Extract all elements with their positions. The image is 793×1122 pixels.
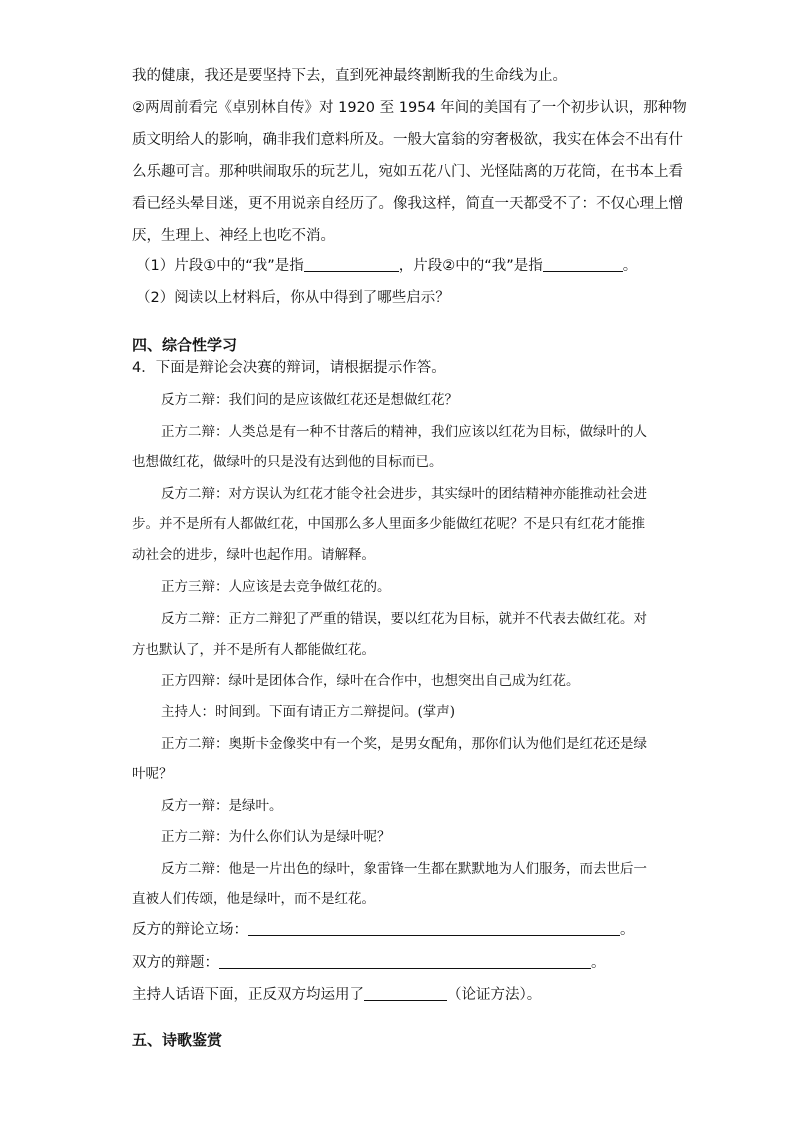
fill-in-method: 主持人话语下面，正反双方均运用了 （论证方法）。 (132, 987, 542, 1003)
debate-line: 主持人：时间到。下面有请正方二辩提问。(掌声) (161, 704, 456, 720)
fill-in-stance: 反方的辩论立场： 。 (132, 922, 635, 938)
debate-line: 正方四辩：绿叶是团体合作，绿叶在合作中，也想突出自己成为红花。 (161, 673, 580, 689)
question-4: 4．下面是辩论会决赛的辩词，请根据提示作答。 (132, 360, 446, 376)
answer-blank-topic[interactable] (219, 954, 591, 969)
passage-line: 质文明给人的影响，确非我们意料所及。一般大富翁的穷奢极欲，我实在体会不出有什 (132, 132, 683, 148)
debate-line: 反方二辩：正方二辩犯了严重的错误，要以红花为目标，就并不代表去做红花。对 (161, 611, 647, 627)
passage-line: 厌，生理上、神经上也吃不消。 (132, 228, 335, 244)
section-heading: 四、综合性学习 (132, 336, 238, 354)
answer-blank-1[interactable] (304, 257, 399, 272)
passage-line: 看已经头晕目迷，更不用说亲自经历了。像我这样，简直一天都受不了：不仅心理上憎 (132, 196, 683, 212)
passage-line: 我的健康，我还是要坚持下去，直到死神最终割断我的生命线为止。 (132, 68, 567, 84)
passage-line: ②两周前看完《卓别林自传》对 1920 至 1954 年间的美国有了一个初步认识，那种物 (132, 100, 687, 116)
debate-line: 反方二辩：对方误认为红花才能令社会进步，其实绿叶的团结精神亦能推动社会进 (161, 486, 647, 502)
section-heading: 五、诗歌鉴赏 (132, 1031, 223, 1049)
debate-line: 反方二辩：我们问的是应该做红花还是想做红花？ (161, 392, 458, 408)
debate-line: 动社会的进步，绿叶也起作用。请解释。 (132, 547, 375, 563)
question-2: （2）阅读以上材料后，你从中得到了哪些启示？ (136, 290, 450, 306)
answer-blank-stance[interactable] (248, 921, 620, 936)
question-1: （1）片段①中的“我”是指 ，片段②中的“我”是指 。 (136, 258, 638, 274)
debate-line: 方也默认了，并不是所有人都能做红花。 (132, 642, 375, 658)
answer-blank-2[interactable] (543, 257, 623, 272)
debate-line: 反方一辩：是绿叶。 (161, 798, 283, 814)
fill-in-topic: 双方的辩题： 。 (132, 955, 606, 971)
debate-line: 直被人们传颂，他是绿叶，而不是红花。 (132, 891, 375, 907)
debate-line: 反方二辩：他是一片出色的绿叶，象雷锋一生都在默默地为人们服务，而去世后一 (161, 861, 647, 877)
debate-line: 正方三辩：人应该是去竞争做红花的。 (161, 579, 391, 595)
debate-line: 叶呢？ (132, 766, 173, 782)
debate-line: 正方二辩：人类总是有一种不甘落后的精神，我们应该以红花为目标，做绿叶的人 (161, 424, 647, 440)
debate-line: 也想做红花，做绿叶的只是没有达到他的目标而已。 (132, 454, 443, 470)
debate-line: 正方二辩：奥斯卡金像奖中有一个奖，是男女配角，那你们认为他们是红花还是绿 (161, 736, 647, 752)
debate-line: 步。并不是所有人都做红花，中国那么多人里面多少能做红花呢？不是只有红花才能推 (132, 516, 645, 532)
passage-line: 么乐趣可言。那种哄闹取乐的玩艺儿，宛如五花八门、光怪陆离的万花筒，在书本上看 (132, 164, 683, 180)
debate-line: 正方二辩：为什么你们认为是绿叶呢？ (161, 829, 391, 845)
answer-blank-method[interactable] (364, 986, 447, 1001)
